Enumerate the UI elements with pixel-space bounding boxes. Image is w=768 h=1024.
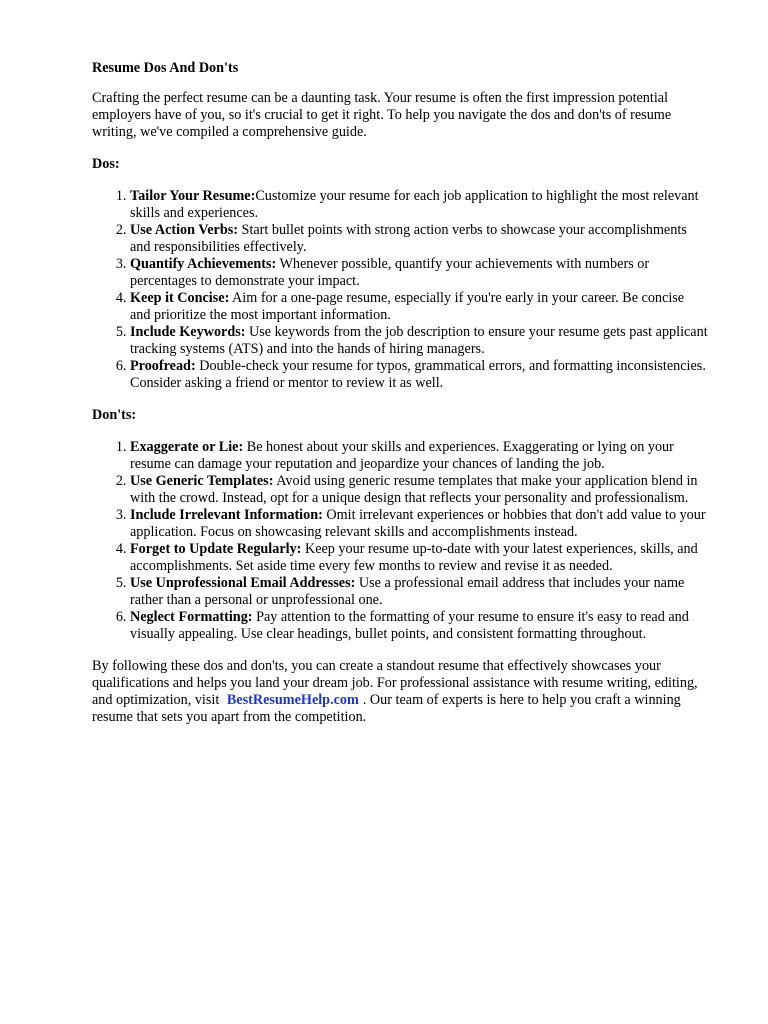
list-item xyxy=(130,609,708,643)
list-item xyxy=(130,222,708,256)
item-text: Use keywords from the job description to ensure your resume gets past applicant tracking systems (ATS) and into the hands of hiring managers. xyxy=(130,324,708,357)
intro-paragraph: Crafting the perfect resume can be a daunting task. Your resume is often the first impression potential employers have of you, so it's crucial to get it right. To help you navigate the dos and don'ts of resume writing, we've compiled a comprehensive guide. xyxy=(92,90,672,140)
item-title: Use Unprofessional Email Addresses: xyxy=(130,575,356,591)
conclusion-text-after-link: . Our team of experts is here to help you craft a winning resume that sets you apart from the competition. xyxy=(92,692,681,725)
list-item xyxy=(130,358,708,392)
list-item xyxy=(130,507,708,541)
dos-list xyxy=(92,188,708,392)
item-text: Customize your resume for each job application to highlight the most relevant skills and experiences. xyxy=(130,188,699,221)
item-title: Quantify Achievements: xyxy=(130,256,277,272)
list-item xyxy=(130,439,708,473)
item-text: Keep your resume up-to-date with your latest experiences, skills, and accomplishments. Set aside time every few months to review and revise it as needed. xyxy=(130,541,698,574)
item-title: Use Generic Templates: xyxy=(130,473,274,489)
document-title: Resume Dos And Don'ts xyxy=(92,60,239,76)
donts-heading: Don'ts: xyxy=(92,407,137,423)
item-title: Tailor Your Resume: xyxy=(130,188,256,204)
item-title: Include Keywords: xyxy=(130,324,246,340)
item-text: Use a professional email address that includes your name rather than a personal or unprofessional one. xyxy=(130,575,685,608)
list-item xyxy=(130,256,708,290)
item-title: Keep it Concise: xyxy=(130,290,230,306)
list-item xyxy=(130,541,708,575)
list-item xyxy=(130,324,708,358)
item-text: Aim for a one-page resume, especially if you're early in your career. Be concise and prioritize the most important information. xyxy=(130,290,685,323)
list-item xyxy=(130,188,708,222)
item-text: Be honest about your skills and experiences. Exaggerating or lying on your resume can damage your reputation and jeopardize your chances of landing the job. xyxy=(130,439,674,472)
dos-heading: Dos: xyxy=(92,156,120,172)
item-text: Double-check your resume for typos, grammatical errors, and formatting inconsistencies. Consider asking a friend or mentor to review it as well. xyxy=(130,358,706,391)
item-title: Include Irrelevant Information: xyxy=(130,507,323,523)
list-item xyxy=(130,575,708,609)
best-resume-help-link[interactable]: BestResumeHelp.com xyxy=(226,692,359,708)
item-title: Use Action Verbs: xyxy=(130,222,238,238)
item-text: Omit irrelevant experiences or hobbies that don't add value to your application. Focus on showcasing relevant skills and accomplishments instead. xyxy=(130,507,706,540)
item-title: Neglect Formatting: xyxy=(130,609,253,625)
item-title: Forget to Update Regularly: xyxy=(130,541,302,557)
item-text: Start bullet points with strong action verbs to showcase your accomplishments and responsibilities effectively. xyxy=(130,222,687,255)
list-item xyxy=(130,473,708,507)
item-text: Avoid using generic resume templates that make your application blend in with the crowd. Instead, opt for a unique design that reflects your personality and professionalism. xyxy=(130,473,698,506)
conclusion-text-before-link: By following these dos and don'ts, you can create a standout resume that effectively showcases your qualifications and helps you land your dream job. For professional assistance with resume writing, editing, and optimization, visit xyxy=(92,658,698,708)
item-title: Proofread: xyxy=(130,358,196,374)
item-text: Whenever possible, quantify your achievements with numbers or percentages to demonstrate your impact. xyxy=(130,256,650,289)
list-item xyxy=(130,290,708,324)
conclusion-paragraph xyxy=(92,658,708,726)
item-text: Pay attention to the formatting of your resume to ensure it's easy to read and visually appealing. Use clear headings, bullet points, and consistent formatting throughout. xyxy=(130,609,689,642)
donts-list xyxy=(92,439,708,643)
item-title: Exaggerate or Lie: xyxy=(130,439,244,455)
